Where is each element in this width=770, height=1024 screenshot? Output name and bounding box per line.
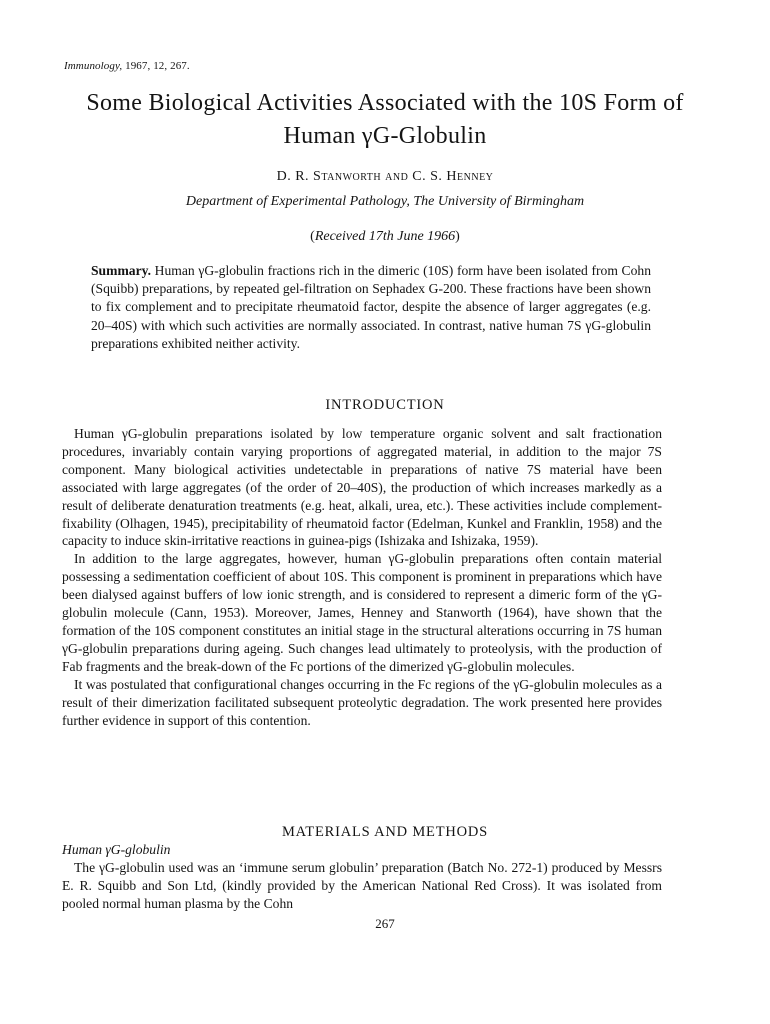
methods-paragraph: The γG-globulin used was an ‘immune serum globulin’ preparation (Batch No. 272-1) produced by Messrs E. R. Squibb and Son Ltd, (kindly provided by the American National Red Cross). It was isolated from pooled normal human plasma by the Cohn	[62, 860, 662, 911]
intro-paragraph-2: In addition to the large aggregates, however, human γG-globulin preparations often contain material possessing a sedimentation coefficient of about 10S. This component is prominent in preparations which have been dialysed against buffers of low ionic strength, and is considered to represent a dimeric form of the γG-globulin molecule (Cann, 1953). Moreover, James, Henney and Stanworth (1964), have shown that the formation of the 10S component constitutes an initial stage in the structural alterations occurring in 7S human γG-globulin preparations during ageing. Such changes lead ultimately to proteolysis, with the production of Fab fragments and the break-down of the Fc portions of the dimerized γG-globulin molecules.	[62, 551, 662, 674]
journal-name: Immunology,	[64, 60, 123, 72]
received-date-value: 17th June 1966	[368, 229, 456, 244]
received-date	[40, 229, 730, 245]
introduction-body	[62, 425, 662, 729]
received-open-paren: (	[310, 229, 315, 244]
introduction-heading: INTRODUCTION	[325, 397, 445, 413]
summary-text: Human γG-globulin fractions rich in the dimeric (10S) form have been isolated from Cohn (Squibb) preparations, by repeated gel-filtration on Sephadex G-200. These fractions have been shown to fix complement and to precipitate rheumatoid factor, despite the absence of larger aggregates (e.g. 20–40S) with which such activities are normally associated. In contrast, native human 7S γG-globulin preparations exhibited neither activity.	[91, 263, 651, 351]
summary-block	[91, 262, 651, 353]
methods-heading: MATERIALS AND METHODS	[281, 824, 489, 840]
author-list: D. R. Stanworth and C. S. Henney	[276, 169, 494, 184]
methods-body	[62, 859, 662, 913]
summary-label: Summary.	[91, 263, 152, 278]
received-word: Received	[314, 229, 366, 244]
methods-subheading: Human γG-globulin	[62, 842, 171, 857]
volume-info: 1967, 12, 267.	[125, 60, 190, 72]
affiliation: Department of Experimental Pathology, The University of Birmingham	[185, 194, 585, 209]
article-title-line-1: Some Biological Activities Associated with the 10S Form of	[86, 90, 684, 116]
intro-paragraph-3: It was postulated that configurational changes occurring in the Fc regions of the γG-globulin molecules as a result of their dimerization facilitated subsequent proteolytic degradation. The work presented here provides further evidence in support of this contention.	[62, 676, 662, 728]
article-title-line-2: Human γG-Globulin	[283, 123, 487, 149]
journal-citation	[64, 60, 190, 72]
page-number: 267	[375, 916, 395, 931]
received-close-paren: )	[455, 229, 460, 244]
intro-paragraph-1: Human γG-globulin preparations isolated by low temperature organic solvent and salt fractionation procedures, invariably contain varying proportions of aggregated material, in addition to the major 7S component. Many biological activities undetectable in preparations of native 7S material have been associated with large aggregates (of the order of 20–40S), the production of which increases markedly as a result of deliberate denaturation treatments (e.g. heat, alkali, urea, etc.). These activities include complement-fixability (Olhagen, 1945), precipitability of rheumatoid factor (Edelman, Kunkel and Franklin, 1958) and the capacity to induce skin-irritative reactions in guinea-pigs (Ishizaka and Ishizaka, 1959).	[62, 426, 662, 549]
